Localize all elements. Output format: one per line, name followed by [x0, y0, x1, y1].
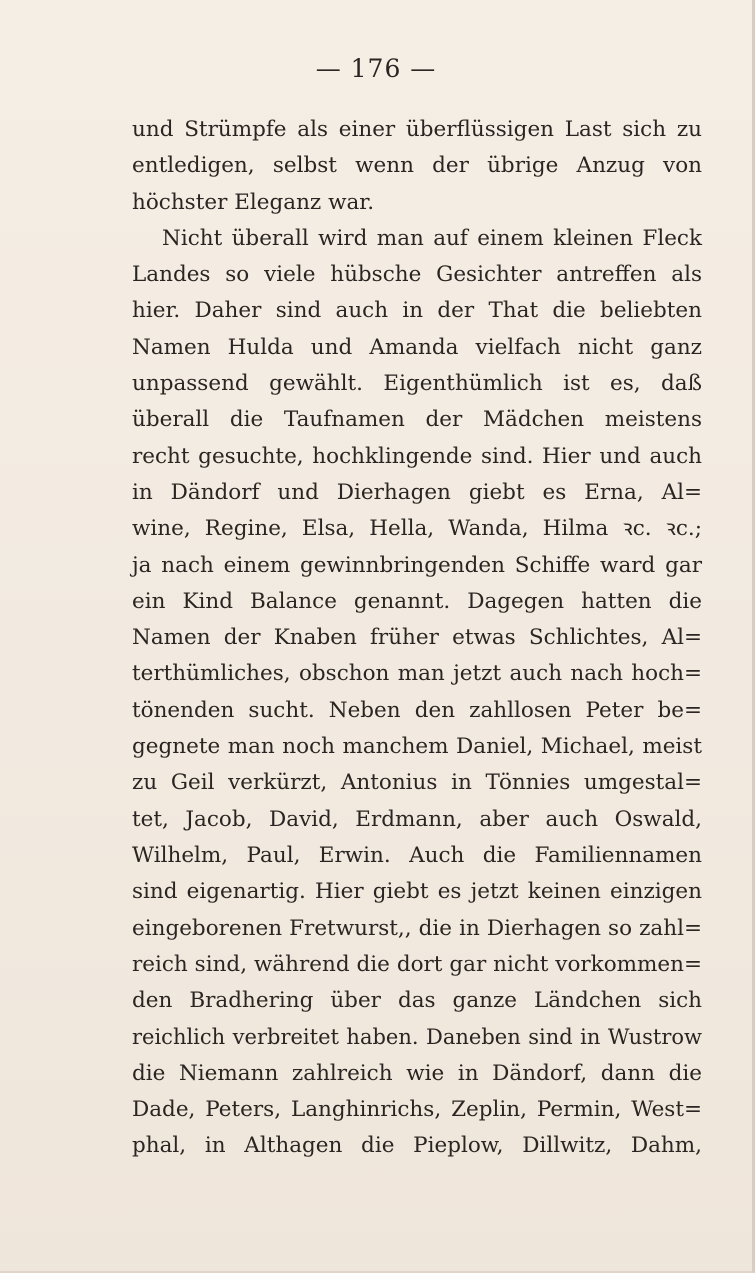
text-line: zu Geil verkürzt, Antonius in Tönnies umgestal=: [132, 770, 702, 796]
text-line: den Bradhering über das ganze Ländchen sich: [132, 988, 702, 1014]
text-line: wine, Regine, Elsa, Hella, Wanda, Hilma ꝛc. ꝛc.;: [132, 516, 702, 542]
text-line: ja nach einem gewinnbringenden Schiffe ward gar: [132, 552, 702, 578]
text-line: hier. Daher sind auch in der That die beliebten: [132, 298, 702, 324]
text-line: in Dändorf und Dierhagen giebt es Erna, Al=: [132, 479, 702, 505]
text-line: reichlich verbreitet haben. Daneben sind in Wustrow: [132, 1025, 702, 1050]
text-line: recht gesuchte, hochklingende sind. Hier und auch: [132, 443, 702, 469]
text-line: terthümliches, obschon man jetzt auch nach hoch=: [132, 661, 702, 687]
text-line: sind eigenartig. Hier giebt es jetzt keinen einzigen: [132, 879, 702, 905]
body-text: [132, 112, 702, 1165]
text-line: überall die Taufnamen der Mädchen meistens: [132, 407, 702, 433]
text-line: Nicht überall wird man auf einem kleinen Fleck: [162, 225, 702, 251]
text-line: höchster Eleganz war.: [132, 189, 375, 215]
text-line: unpassend gewählt. Eigenthümlich ist es, daß: [132, 371, 702, 397]
text-line: tönenden sucht. Neben den zahllosen Peter be=: [132, 697, 702, 723]
text-line: ein Kind Balance genannt. Dagegen hatten die: [132, 588, 702, 614]
text-line: gegnete man noch manchem Daniel, Michael, meist: [132, 734, 702, 760]
page-number: — 176 —: [315, 54, 437, 83]
text-line: tet, Jacob, David, Erdmann, aber auch Oswald,: [132, 806, 702, 832]
text-line: Dade, Peters, Langhinrichs, Zeplin, Permin, West=: [132, 1097, 702, 1123]
text-line: reich sind, während die dort gar nicht vorkommen=: [132, 951, 702, 977]
text-line: eingeborenen Fretwurst,, die in Dierhagen so zahl=: [132, 915, 702, 941]
text-line: entledigen, selbst wenn der übrige Anzug von: [132, 153, 702, 179]
text-line: phal, in Althagen die Pieplow, Dillwitz, Dahm,: [132, 1133, 702, 1159]
text-line: die Niemann zahlreich wie in Dändorf, dann die: [132, 1060, 702, 1086]
text-line: Namen der Knaben früher etwas Schlichtes, Al=: [132, 625, 702, 651]
text-line: Namen Hulda und Amanda vielfach nicht ganz: [132, 334, 702, 360]
text-line: Wilhelm, Paul, Erwin. Auch die Familiennamen: [132, 842, 702, 868]
text-line: und Strümpfe als einer überflüssigen Last sich zu: [132, 117, 702, 142]
text-line: Landes so viele hübsche Gesichter antreffen als: [132, 262, 702, 288]
